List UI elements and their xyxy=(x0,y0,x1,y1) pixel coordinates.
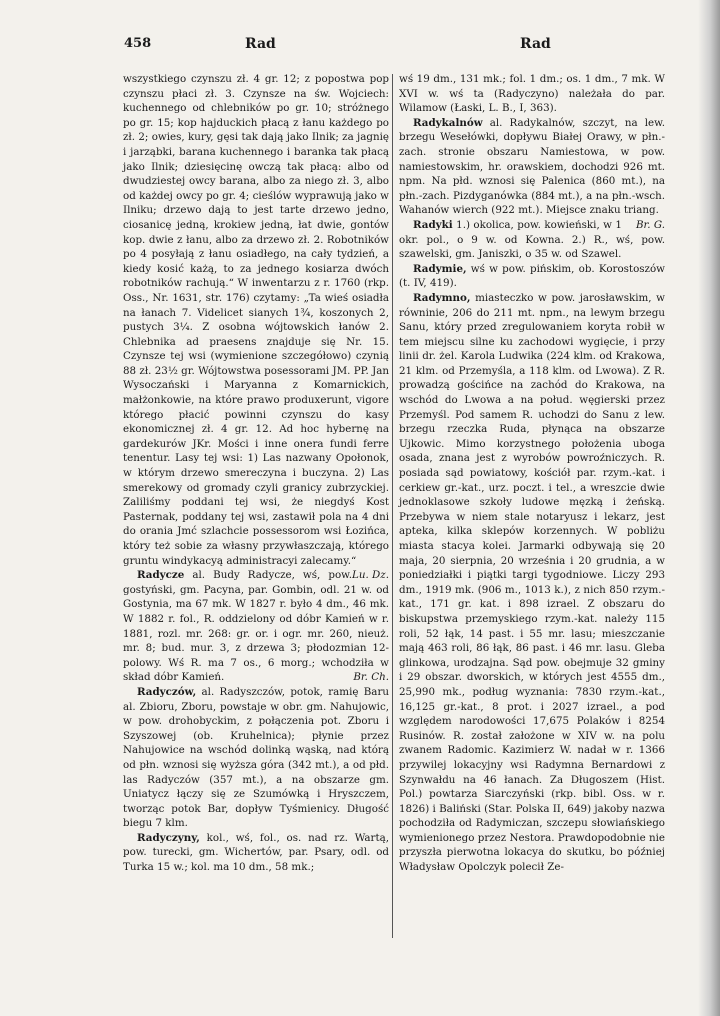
left-column xyxy=(123,72,389,875)
entry-paragraph: wś 19 dm., 131 mk.; fol. 1 dm.; os. 1 dm., 7 mk. W XVI w. wś ta (Radyczyno) należała do par. Wilamow (Łaski, L. B., I, 363). xyxy=(399,73,665,115)
entry-headword: Radycze xyxy=(137,569,185,582)
running-head-right: Rad xyxy=(520,36,551,52)
running-head-left: Rad xyxy=(245,36,276,52)
author-signature: Lu. Dz. xyxy=(352,569,389,582)
column-divider xyxy=(392,74,393,938)
entry-headword: Radykalnów xyxy=(413,116,483,129)
entry-headword: Radyki xyxy=(413,218,453,231)
entry-paragraph: Radymie, wś w pow. pińskim, ob. Korostoszów (t. IV, 419). xyxy=(399,262,665,290)
page-edge-shadow xyxy=(698,0,720,1016)
entry-paragraph: wszystkiego czynszu zł. 4 gr. 12; z popostwa pop czynszu płaci zł. 3. Czynsze na św. Wojciech: kuchennego od chlebników po gr. 10; stróżnego po gr. 15; kop hajduckich płacą z łanu każdego po zł. 2; owies, kury, gęsi tak dają jako Ilnik; za jagnię i jarząbki, barana kuchennego i baranka tak płacą jako Ilnik; dziesięcinę owczą tak płacą: albo od dwudziestej owcy barana, albo za niego zł. 3, albo od każdej owcy po gr. 4; cieślów wyprawują jako w Ilniku; drzewo dają to jest tarte drzewo jedno, ciosanicę jedną, krokiew jedną, łat dwie, gontów kop. dwie z łanu, albo za drzewo zł. 2. Robotników po 4 posyłają z łanu osiadłego, na cały tydzień, a kiedy kosić każą, to za jednego kosiarza dwóch robotników rachują.“ W inwentarzu z r. 1760 (rkp. Oss., Nr. 1631, str. 176) czytamy: „Ta wieś osiadła na łanach 7. Videlicet sianych 1¾, koszonych 2, pustych 3¼. Z osobna wójtowskich łanów 2. Chlebnika ad praesens znajduje się Nr. 15. Czynsze tej wsi (wymienione szczegółowo) czynią 88 zł. 23½ gr. Wójtowstwa posessorami JM. PP. Jan Wysoczański i Maryanna z Komarnickich, małżonkowie, na które prawo produxerunt, vigore którego płacić powinni czynszu do kasy ekonomicznej zł. 4 gr. 12. Ad hoc hybernę na gardekurów JKr. Mości i inne onera fundi ferre tenentur. Lasy tej wsi: 1) Las nazwany Opołonok, w którym drzewo smereczyna i buczyna. 2) Las smerekowy od gromady czyli granicy zubrzyckiej. Zaliliśmy poddani tej wsi, że niegdyś Kost Pasternak, poddany tej wsi, zastawił pola na 4 dni do orania Jmć szlachcie possessorom wsi Łozińca, który też sobie za własny przywłaszczają, którego gruntu windykacyą administracyi zalecamy.“ Lu. Dz. xyxy=(123,73,389,582)
entry-paragraph: Radyczyny, kol., wś, fol., os. nad rz. Wartą, pow. turecki, gm. Wichertów, par. Psary, odl. od Turka 15 w.; kol. ma 10 dm., 58 mk.; xyxy=(123,831,389,874)
entry-headword: Radymie, xyxy=(413,262,467,275)
entry-headword: Radyczów, xyxy=(137,685,197,698)
entry-paragraph: Radyczów, al. Radyszczów, potok, ramię Baru al. Zbioru, Zboru, powstaje w obr. gm. Nahujowic, w pow. drohobyckim, z połączenia pot. Zboru i Szyszowej (ob. Kruhelnica); płynie przez Nahujowice na wschód dolinką wąską, nad którą od płn. wznosi się wyższa góra (342 mt.), a od płd. las Radyczów (357 mt.), a na obszarze gm. Uniatycz łączy się ze Szumówką i Hryszczem, tworząc potok Bar, dopływ Tyśmienicy. Długość biegu 7 klm. xyxy=(123,685,389,830)
entry-headword: Radymno, xyxy=(413,291,471,304)
entry-paragraph: Radymno, miasteczko w pow. jarosławskim, w równinie, 206 do 211 mt. npm., na lewym brzegu Sanu, który przed zregulowaniem koryta robił w tem miejscu silne ku zachodowi wygięcie, i przy linii dr. żel. Karola Ludwika (224 klm. od Krakowa, 21 klm. od Przemyśla, a 118 klm. od Lwowa). Z R. prowadzą gościńce na zachód do Krakowa, na wschód do Lwowa a na połud. węgierski przez Przemyśl. Pod samem R. uchodzi do Sanu z lew. brzegu rzeczka Ruda, płynąca na obszarze Ujkowic. Mimo korzystnego położenia uboga osada, znana jest z wyrobów powroźniczych. R. posiada sąd powiatowy, kościół par. rzym.-kat. i cerkiew gr.-kat., urz. poczt. i tel., a wreszcie dwie jednoklasowe szkoły ludowe męzką i żeńską. Przebywa w niem stale notaryusz i lekarz, jest apteka, kilka sklepów korzennych. W pobliżu miasta stacya kolei. Jarmarki odbywają się 20 maja, 20 sierpnia, 20 września i 20 grudnia, a w poniedziałki i piątki targi tygodniowe. Liczy 293 dm., 1919 mk. (906 m., 1013 k.), z nich 850 rzym.-kat., 171 gr. kat. i 898 izrael. Z obszaru do biskupstwa przemyskiego rzym.-kat. należy 115 roli, 52 łąk, 14 past. i 55 mr. lasu; mieszczanie mają 463 roli, 86 łąk, 86 past. i 46 mr. lasu. Gleba glinkowa, urodzajna. Sąd pow. obejmuje 32 gminy i 29 obszar. dworskich, w których jest 4555 dm., 25,990 mk., podług wyznania: 7830 rzym.-kat., 16,125 gr.-kat., 8 prot. i 2027 izrael., a pod względem narodowości 17,675 Polaków i 8254 Rusinów. R. został założone w XIV w. na polu zwanem Radomic. Kazimierz W. nadał w r. 1366 przywilej lokacyjny wsi Radymna Bernardowi z Szynwałdu na 46 łanach. Za Długoszem (Hist. Pol.) powtarza Siarczyński (rkp. bibl. Oss. w r. 1826) i Baliński (Star. Polska II, 649) jakoby nazwa pochodziła od Radymiczan, szczepu słowiańskiego wymienionego przez Nestora. Prawdopodobnie nie przyszła pierwotna lokacya do skutku, bo później Władysław Opolczyk polecił Ze- xyxy=(399,291,665,874)
entry-paragraph: Radyki 1.) okolica, pow. kowieński, w 1 okr. pol., o 9 w. od Kowna. 2.) R., wś, pow. szawelski, gm. Janiszki, o 35 w. od Szawel. xyxy=(399,218,665,261)
entry-paragraph: Radykalnów al. Radykalnów, szczyt, na lew. brzegu Wesełówki, dopływu Białej Orawy, w płn.-zach. stronie obszaru Namiestowa, w pow. namiestowskim, hr. orawskiem, dochodzi 926 mt. npm. Na płd. wznosi się Palenica (860 mt.), na płn.-zach. Pizdyganówka (884 mt.), a na płn.-wsch. Wahanów wierch (922 mt.). Miejsce znaku triang. Br. G. xyxy=(399,116,665,231)
right-column xyxy=(399,72,665,875)
author-signature: Br. Ch. xyxy=(353,671,389,684)
entry-headword: Radyczyny, xyxy=(137,831,200,844)
author-signature: Br. G. xyxy=(635,218,665,231)
page-number: 458 xyxy=(124,36,152,51)
entry-paragraph: Radycze al. Budy Radycze, wś, pow. gostyński, gm. Pacyna, par. Gombin, odl. 21 w. od Gostynia, ma 67 mk. W 1827 r. było 4 dm., 46 mk. W 1882 r. fol., R. oddzielony od dóbr Kamień w r. 1881, rozl. mr. 268: gr. or. i ogr. mr. 260, nieuż. mr. 8; bud. mur. 3, z drzewa 3; płodozmian 12-polowy. Wś R. ma 7 os., 6 morg.; wchodziła w skład dóbr Kamień. Br. Ch. xyxy=(123,569,389,684)
